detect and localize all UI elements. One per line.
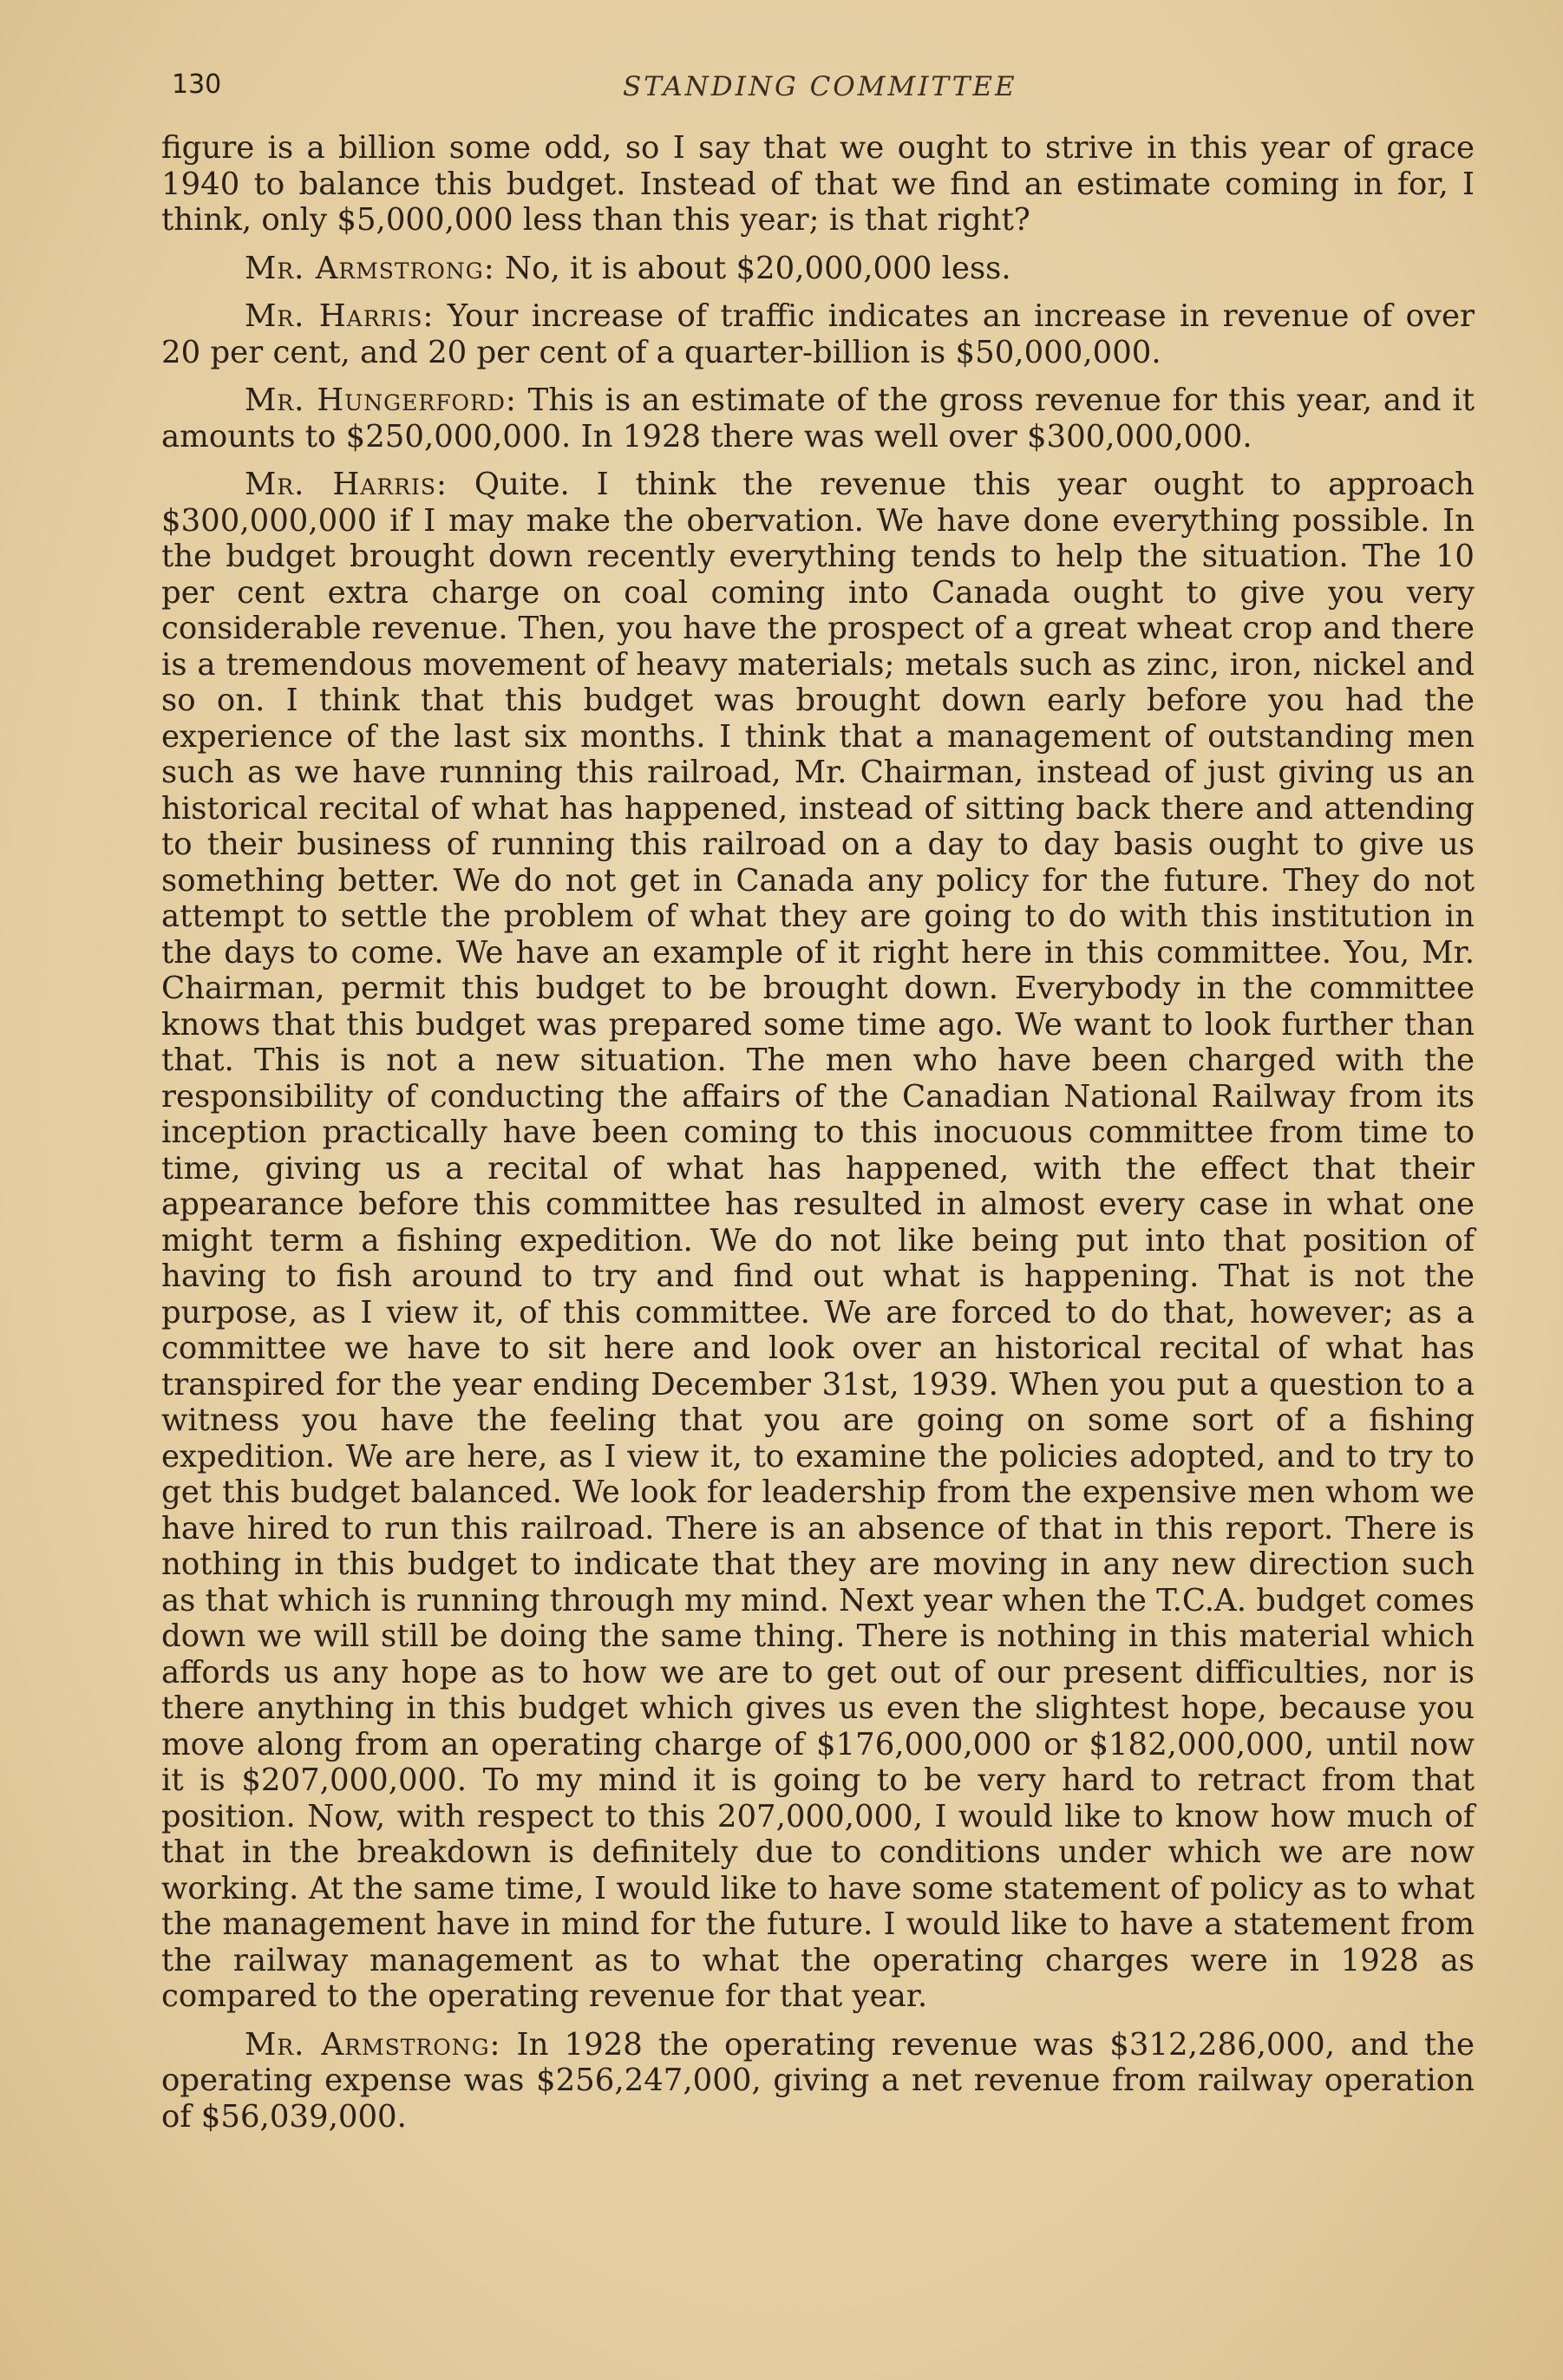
paragraph	[161, 467, 1475, 2015]
paragraph	[161, 2027, 1475, 2135]
paragraph	[161, 130, 1475, 239]
paragraph	[161, 382, 1475, 454]
paragraph-text: Quite. I think the revenue this year ought to approach $300,000,000 if I may make the obervation. We have done everything possible. In the budget brought down recently everything tends to help the situation. The 10 per cent extra charge on coal coming into Canada ought to give you very considerable revenue. Then, you have the prospect of a great wheat crop and there is a tremendous movement of heavy materials; metals such as zinc, iron, nickel and so on. I think that this budget was brought down early before you had the experience of the last six months. I think that a management of outstanding men such as we have running this railroad, Mr. Chairman, instead of just giving us an historical recital of what has happened, instead of sitting back there and attending to their business of running this railroad on a day to day basis ought to give us something better. We do not get in Canada any policy for the future. They do not attempt to settle the problem of what they are going to do with this institution in the days to come. We have an example of it right here in this committee. You, Mr. Chairman, permit this budget to be brought down. Everybody in the committee knows that this budget was prepared some time ago. We want to look further than that. This is not a new situation. The men who have been charged with the responsibility of conducting the affairs of the Canadian National Railway from its inception practically have been coming to this inocuous committee from time to time, giving us a recital of what has happened, with the effect that their appearance before this committee has resulted in almost every case in what one might term a fishing expedition. We do not like being put into that position of having to fish around to try and find out what is happening. That is not the purpose, as I view it, of this committee. We are forced to do that, however; as a committee we have to sit here and look over an historical recital of what has transpired for the year ending December 31st, 1939. When you put a question to a witness you have the feeling that you are going on some sort of a fishing expedition. We are here, as I view it, to examine the policies adopted, and to try to get this budget balanced. We look for leadership from the expensive men whom we have hired to run this railroad. There is an absence of that in this report. There is nothing in this budget to indicate that they are moving in any new direction such as that which is running through my mind. Next year when the T.C.A. budget comes down we will still be doing the same thing. There is nothing in this material which affords us any hope as to how we are to get out of our present difficulties, nor is there anything in this budget which gives us even the slightest hope, because you move along from an operating charge of $176,000,000 or $182,000,000, until now it is $207,000,000. To my mind it is going to be very hard to retract from that position. Now, with respect to this 207,000,000, I would like to know how much of that in the breakdown is definitely due to conditions under which we are now working. At the same time, I would like to have some statement of policy as to what the management have in mind for the future. I would like to have a statement from the railway management as to what the operating charges were in 1928 as compared to the operating revenue for that year.	[161, 467, 1475, 2014]
paragraph	[161, 298, 1475, 370]
page-header	[172, 69, 1473, 113]
paragraph-text: This is an estimate of the gross revenue for this year, and it amounts to $250,000,000. In 1928 there was well over $300,000,000.	[161, 382, 1475, 454]
body-text	[161, 130, 1475, 2147]
paragraph-text: In 1928 the operating revenue was $312,286,000, and the operating expense was $256,247,000, giving a net revenue from railway operation of $56,039,000.	[161, 2026, 1475, 2135]
paragraph	[161, 251, 1475, 287]
speaker-name: Mr. Hungerford:	[245, 382, 517, 418]
paragraph-text: figure is a billion some odd, so I say that we ought to strive in this year of grace 1940 to balance this budget. Instead of that we find an estimate coming in for, I think, only $5,000,000 less than this year; is that right?	[161, 130, 1475, 238]
paragraph-text: No, it is about $20,000,000 less.	[494, 250, 1011, 286]
running-head: STANDING COMMITTEE	[623, 71, 1017, 102]
page-number: 130	[172, 69, 222, 100]
speaker-name: Mr. Armstrong:	[245, 250, 495, 286]
paragraph-text: Your increase of traffic indicates an increase in revenue of over 20 per cent, and 20 per cent of a quarter-billion is $50,000,000.	[161, 298, 1475, 370]
speaker-name: Mr. Harris:	[245, 298, 435, 334]
speaker-name: Mr. Harris:	[245, 467, 448, 502]
speaker-name: Mr. Armstrong:	[245, 2026, 501, 2063]
